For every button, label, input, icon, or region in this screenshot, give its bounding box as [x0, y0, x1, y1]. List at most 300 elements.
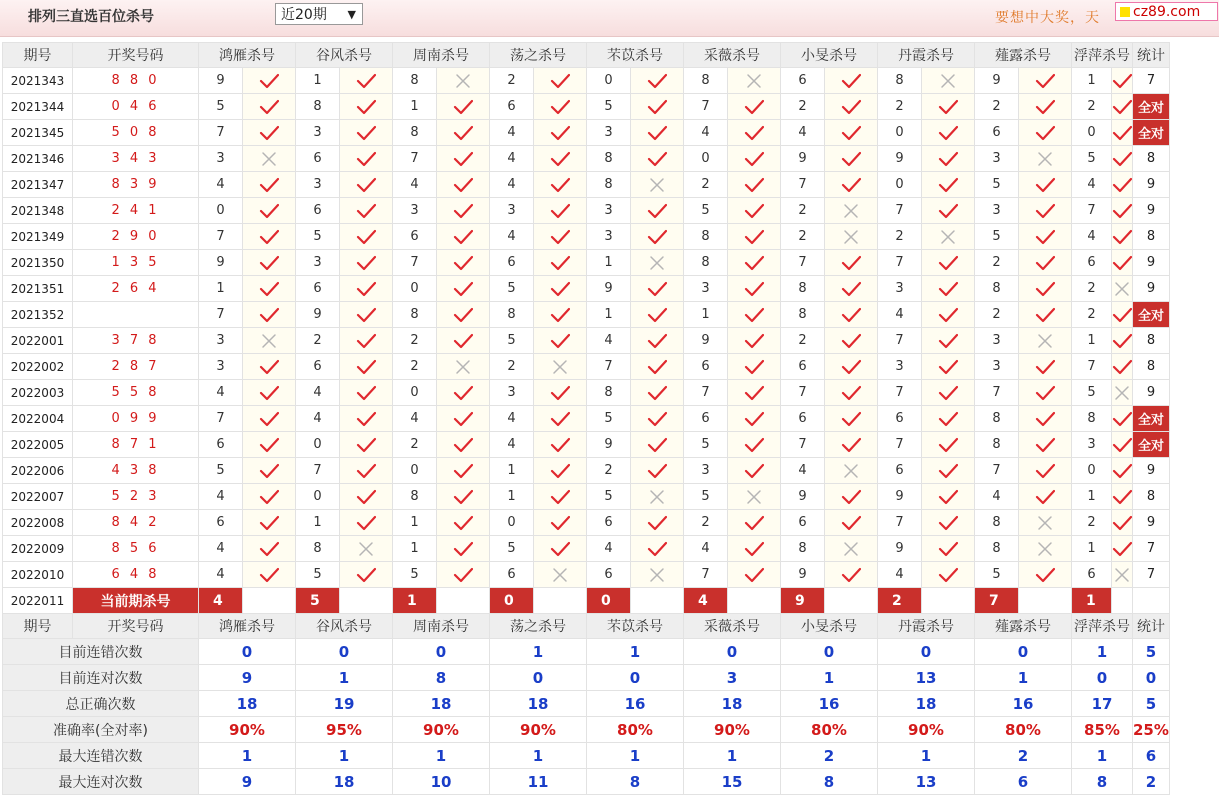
- cross-icon: [746, 73, 762, 89]
- check-icon: [744, 151, 764, 167]
- check-icon: [744, 307, 764, 323]
- kill-number: 7: [1072, 198, 1112, 224]
- column-header: 鸿雁杀号: [199, 43, 296, 68]
- result-correct: [243, 120, 296, 146]
- result-correct: [243, 302, 296, 328]
- stat-value: 18: [393, 691, 490, 717]
- stat-value: 9: [199, 665, 296, 691]
- kill-number: 3: [878, 354, 922, 380]
- kill-number: 6: [781, 68, 825, 94]
- result-correct: [340, 250, 393, 276]
- check-icon: [356, 203, 376, 219]
- draw-numbers: 5 5 8: [73, 380, 199, 406]
- kill-number: 1: [393, 510, 437, 536]
- result-correct: [534, 536, 587, 562]
- stat-value: 15: [684, 769, 781, 795]
- check-icon: [259, 229, 279, 245]
- kill-number: 0: [1072, 120, 1112, 146]
- result-correct: [825, 562, 878, 588]
- kill-number: 0: [1072, 458, 1112, 484]
- kill-number: 4: [296, 406, 340, 432]
- check-icon: [1035, 437, 1055, 453]
- stat-value: 95%: [296, 717, 393, 743]
- result-correct: [631, 536, 684, 562]
- kill-number: 7: [781, 432, 825, 458]
- result-correct: [340, 354, 393, 380]
- kill-number: 7: [393, 146, 437, 172]
- blank-cell: [437, 588, 490, 614]
- current-period-row: [3, 588, 1170, 614]
- result-correct: [534, 484, 587, 510]
- check-icon: [550, 333, 570, 349]
- kill-number: 9: [684, 328, 728, 354]
- stat-value: 3: [684, 665, 781, 691]
- check-icon: [841, 99, 861, 115]
- kill-number: 1: [684, 302, 728, 328]
- result-correct: [340, 562, 393, 588]
- stat-value: 13: [878, 665, 975, 691]
- check-icon: [938, 281, 958, 297]
- check-icon: [1112, 333, 1132, 349]
- stats-header-row: [3, 614, 1170, 639]
- column-header: 统计: [1133, 614, 1170, 639]
- check-icon: [1035, 229, 1055, 245]
- kill-number: 6: [587, 562, 631, 588]
- kill-number: 2: [490, 68, 534, 94]
- result-correct: [922, 510, 975, 536]
- check-icon: [259, 177, 279, 193]
- all-correct-badge: 全对: [1133, 406, 1170, 432]
- stat-value: 90%: [199, 717, 296, 743]
- result-correct: [243, 458, 296, 484]
- check-icon: [744, 359, 764, 375]
- issue-number: 2021350: [3, 250, 73, 276]
- result-correct: [1019, 224, 1072, 250]
- column-header: 荡之杀号: [490, 614, 587, 639]
- check-icon: [841, 73, 861, 89]
- result-correct: [825, 510, 878, 536]
- result-correct: [631, 146, 684, 172]
- kill-number: 8: [587, 146, 631, 172]
- kill-number: 4: [490, 406, 534, 432]
- table-row: [3, 510, 1170, 536]
- kill-number: 1: [1072, 68, 1112, 94]
- result-correct: [922, 354, 975, 380]
- kill-number: 5: [975, 562, 1019, 588]
- kill-number: 6: [490, 562, 534, 588]
- draw-numbers: 2 8 7: [73, 354, 199, 380]
- blank-cell: [728, 588, 781, 614]
- kill-number: 5: [490, 328, 534, 354]
- result-wrong: [534, 354, 587, 380]
- result-wrong: [437, 354, 490, 380]
- draw-numbers: 8 3 9: [73, 172, 199, 198]
- check-icon: [841, 385, 861, 401]
- all-correct-badge: 全对: [1133, 302, 1170, 328]
- check-icon: [841, 333, 861, 349]
- issue-number: 2022009: [3, 536, 73, 562]
- kill-number: 4: [199, 562, 243, 588]
- result-correct: [437, 250, 490, 276]
- check-icon: [744, 125, 764, 141]
- table-row: [3, 458, 1170, 484]
- result-wrong: [825, 458, 878, 484]
- kill-number: 3: [587, 120, 631, 146]
- check-icon: [550, 463, 570, 479]
- check-icon: [1035, 99, 1055, 115]
- result-correct: [243, 250, 296, 276]
- check-icon: [550, 541, 570, 557]
- period-select[interactable]: [275, 3, 363, 25]
- kill-number: 2: [781, 224, 825, 250]
- result-correct: [534, 172, 587, 198]
- stat-total: 0: [1133, 665, 1170, 691]
- check-icon: [356, 385, 376, 401]
- result-correct: [1019, 432, 1072, 458]
- cross-icon: [940, 229, 956, 245]
- correct-count: 8: [1133, 484, 1170, 510]
- stat-value: 9: [199, 769, 296, 795]
- result-correct: [1019, 276, 1072, 302]
- kill-number: 8: [878, 68, 922, 94]
- issue-number: 2021351: [3, 276, 73, 302]
- kill-number: 1: [490, 484, 534, 510]
- kill-number: 5: [684, 484, 728, 510]
- kill-number: 6: [199, 510, 243, 536]
- stat-label: 目前连对次数: [3, 665, 199, 691]
- result-correct: [534, 250, 587, 276]
- kill-number: 3: [199, 146, 243, 172]
- check-icon: [647, 541, 667, 557]
- column-header: 丹霞杀号: [878, 614, 975, 639]
- kill-number: 8: [781, 536, 825, 562]
- kill-number: 0: [296, 484, 340, 510]
- kill-number: 0: [393, 276, 437, 302]
- blank-cell: [922, 588, 975, 614]
- result-correct: [1019, 562, 1072, 588]
- issue-number: 2022003: [3, 380, 73, 406]
- result-correct: [631, 68, 684, 94]
- result-correct: [825, 432, 878, 458]
- stat-total: 25%: [1133, 717, 1170, 743]
- result-correct: [243, 276, 296, 302]
- kill-number: 8: [684, 68, 728, 94]
- kill-number: 8: [490, 302, 534, 328]
- table-row: [3, 484, 1170, 510]
- check-icon: [356, 255, 376, 271]
- check-icon: [453, 125, 473, 141]
- table-row: [3, 380, 1170, 406]
- stat-value: 17: [1072, 691, 1133, 717]
- issue-number: 2021346: [3, 146, 73, 172]
- kill-number: 2: [1072, 510, 1112, 536]
- result-wrong: [243, 146, 296, 172]
- result-wrong: [728, 484, 781, 510]
- current-kill-number: 9: [781, 588, 825, 614]
- result-correct: [340, 68, 393, 94]
- kill-number: 5: [684, 432, 728, 458]
- result-correct: [1112, 484, 1133, 510]
- kill-number: 7: [684, 380, 728, 406]
- stat-value: 18: [296, 769, 393, 795]
- result-correct: [534, 328, 587, 354]
- result-correct: [728, 536, 781, 562]
- kill-number: 8: [393, 484, 437, 510]
- check-icon: [356, 437, 376, 453]
- result-correct: [922, 198, 975, 224]
- check-icon: [647, 515, 667, 531]
- table-row: [3, 536, 1170, 562]
- result-correct: [728, 172, 781, 198]
- correct-count: 7: [1133, 536, 1170, 562]
- table-row: [3, 328, 1170, 354]
- result-wrong: [1019, 510, 1072, 536]
- result-correct: [728, 562, 781, 588]
- column-header: 统计: [1133, 43, 1170, 68]
- result-correct: [631, 328, 684, 354]
- check-icon: [259, 541, 279, 557]
- stat-label: 目前连错次数: [3, 639, 199, 665]
- kill-number: 5: [199, 94, 243, 120]
- kill-number: 9: [587, 432, 631, 458]
- stat-value: 1: [199, 743, 296, 769]
- kill-number: 7: [781, 250, 825, 276]
- kill-number: 8: [296, 94, 340, 120]
- check-icon: [550, 73, 570, 89]
- result-correct: [534, 120, 587, 146]
- kill-number: 7: [1072, 354, 1112, 380]
- result-wrong: [825, 198, 878, 224]
- issue-number: 2021349: [3, 224, 73, 250]
- kill-number: 0: [296, 432, 340, 458]
- kill-number: 1: [490, 458, 534, 484]
- kill-number: 2: [975, 302, 1019, 328]
- kill-number: 2: [781, 94, 825, 120]
- check-icon: [453, 151, 473, 167]
- result-correct: [1112, 328, 1133, 354]
- kill-number: 3: [296, 120, 340, 146]
- check-icon: [1112, 177, 1132, 193]
- stat-value: 0: [490, 665, 587, 691]
- check-icon: [744, 463, 764, 479]
- check-icon: [1035, 385, 1055, 401]
- check-icon: [841, 151, 861, 167]
- check-icon: [647, 73, 667, 89]
- check-icon: [550, 489, 570, 505]
- current-kill-number: 1: [393, 588, 437, 614]
- cross-icon: [455, 73, 471, 89]
- stat-value: 10: [393, 769, 490, 795]
- kill-number: 2: [296, 328, 340, 354]
- draw-numbers: 2 4 1: [73, 198, 199, 224]
- kill-number: 0: [878, 120, 922, 146]
- kill-number: 6: [1072, 562, 1112, 588]
- cross-icon: [358, 541, 374, 557]
- result-correct: [922, 250, 975, 276]
- correct-count: 8: [1133, 146, 1170, 172]
- result-correct: [340, 406, 393, 432]
- issue-number: 2022010: [3, 562, 73, 588]
- kill-number: 4: [296, 380, 340, 406]
- stat-total: 2: [1133, 769, 1170, 795]
- check-icon: [744, 255, 764, 271]
- issue-number: 2022008: [3, 510, 73, 536]
- stat-value: 2: [781, 743, 878, 769]
- check-icon: [453, 333, 473, 349]
- kill-number: 3: [587, 224, 631, 250]
- check-icon: [841, 411, 861, 427]
- kill-number: 9: [587, 276, 631, 302]
- table-row: [3, 406, 1170, 432]
- check-icon: [1035, 489, 1055, 505]
- check-icon: [550, 125, 570, 141]
- check-icon: [744, 411, 764, 427]
- result-correct: [922, 120, 975, 146]
- result-correct: [534, 406, 587, 432]
- kill-number: 8: [975, 432, 1019, 458]
- stat-value: 0: [587, 665, 684, 691]
- current-kill-label: 当前期杀号: [73, 588, 199, 614]
- kill-number: 5: [199, 458, 243, 484]
- stat-value: 90%: [393, 717, 490, 743]
- site-badge[interactable]: [1115, 2, 1218, 21]
- blank-cell: [1133, 588, 1170, 614]
- check-icon: [550, 411, 570, 427]
- check-icon: [1035, 203, 1055, 219]
- kill-number: 3: [975, 354, 1019, 380]
- stat-value: 90%: [878, 717, 975, 743]
- result-correct: [825, 68, 878, 94]
- kill-number: 2: [587, 458, 631, 484]
- stat-label: 准确率(全对率): [3, 717, 199, 743]
- result-correct: [243, 432, 296, 458]
- draw-numbers: 5 0 8: [73, 120, 199, 146]
- result-correct: [340, 172, 393, 198]
- kill-number: 7: [878, 328, 922, 354]
- result-wrong: [922, 224, 975, 250]
- kill-number: 4: [393, 406, 437, 432]
- stat-value: 0: [199, 639, 296, 665]
- check-icon: [1112, 73, 1132, 89]
- result-correct: [437, 380, 490, 406]
- kill-number: 0: [684, 146, 728, 172]
- kill-number: 8: [393, 120, 437, 146]
- header-row: [3, 43, 1170, 68]
- issue-number: 2021348: [3, 198, 73, 224]
- check-icon: [1112, 437, 1132, 453]
- kill-number: 5: [490, 276, 534, 302]
- result-correct: [825, 354, 878, 380]
- kill-number: 6: [587, 510, 631, 536]
- result-correct: [1019, 406, 1072, 432]
- stat-value: 90%: [490, 717, 587, 743]
- draw-numbers: 0 4 6: [73, 94, 199, 120]
- result-correct: [340, 458, 393, 484]
- result-correct: [728, 432, 781, 458]
- result-wrong: [1019, 146, 1072, 172]
- cross-icon: [1114, 281, 1130, 297]
- kill-number: 6: [781, 354, 825, 380]
- kill-number: 1: [296, 68, 340, 94]
- kill-number: 9: [781, 562, 825, 588]
- kill-number: 8: [1072, 406, 1112, 432]
- check-icon: [647, 125, 667, 141]
- correct-count: 8: [1133, 354, 1170, 380]
- check-icon: [938, 125, 958, 141]
- result-correct: [1112, 198, 1133, 224]
- result-correct: [243, 172, 296, 198]
- kill-number: 4: [878, 562, 922, 588]
- check-icon: [356, 125, 376, 141]
- draw-numbers: 8 7 1: [73, 432, 199, 458]
- check-icon: [938, 411, 958, 427]
- page-title: 排列三直选百位杀号: [28, 9, 154, 25]
- cross-icon: [261, 151, 277, 167]
- result-correct: [437, 276, 490, 302]
- result-correct: [534, 276, 587, 302]
- logo-square-icon: [1120, 7, 1130, 17]
- result-correct: [1112, 250, 1133, 276]
- kill-number: 2: [684, 510, 728, 536]
- result-correct: [340, 276, 393, 302]
- kill-number: 0: [393, 458, 437, 484]
- result-correct: [1019, 94, 1072, 120]
- check-icon: [356, 177, 376, 193]
- kill-number: 4: [490, 120, 534, 146]
- result-correct: [1019, 250, 1072, 276]
- result-correct: [1019, 458, 1072, 484]
- check-icon: [259, 359, 279, 375]
- check-icon: [1035, 307, 1055, 323]
- cross-icon: [455, 359, 471, 375]
- check-icon: [453, 177, 473, 193]
- result-correct: [825, 328, 878, 354]
- correct-count: 9: [1133, 172, 1170, 198]
- correct-count: 7: [1133, 562, 1170, 588]
- kill-number: 9: [781, 484, 825, 510]
- result-correct: [1019, 120, 1072, 146]
- result-correct: [1112, 146, 1133, 172]
- check-icon: [841, 255, 861, 271]
- check-icon: [259, 307, 279, 323]
- result-correct: [1112, 432, 1133, 458]
- kill-number: 2: [975, 250, 1019, 276]
- kill-number: 7: [975, 380, 1019, 406]
- stat-row: [3, 691, 1170, 717]
- draw-numbers: 2 9 0: [73, 224, 199, 250]
- issue-number: 2022001: [3, 328, 73, 354]
- check-icon: [841, 489, 861, 505]
- check-icon: [1112, 515, 1132, 531]
- check-icon: [1035, 463, 1055, 479]
- stat-value: 0: [1072, 665, 1133, 691]
- stat-value: 0: [975, 639, 1072, 665]
- result-correct: [922, 94, 975, 120]
- current-kill-number: 1: [1072, 588, 1112, 614]
- stat-value: 0: [684, 639, 781, 665]
- check-icon: [938, 255, 958, 271]
- result-correct: [534, 458, 587, 484]
- kill-number: 3: [975, 328, 1019, 354]
- kill-number: 3: [393, 198, 437, 224]
- check-icon: [1112, 203, 1132, 219]
- result-correct: [243, 354, 296, 380]
- result-correct: [1019, 172, 1072, 198]
- kill-number: 6: [781, 406, 825, 432]
- current-kill-number: 4: [684, 588, 728, 614]
- check-icon: [453, 307, 473, 323]
- column-header: 周南杀号: [393, 614, 490, 639]
